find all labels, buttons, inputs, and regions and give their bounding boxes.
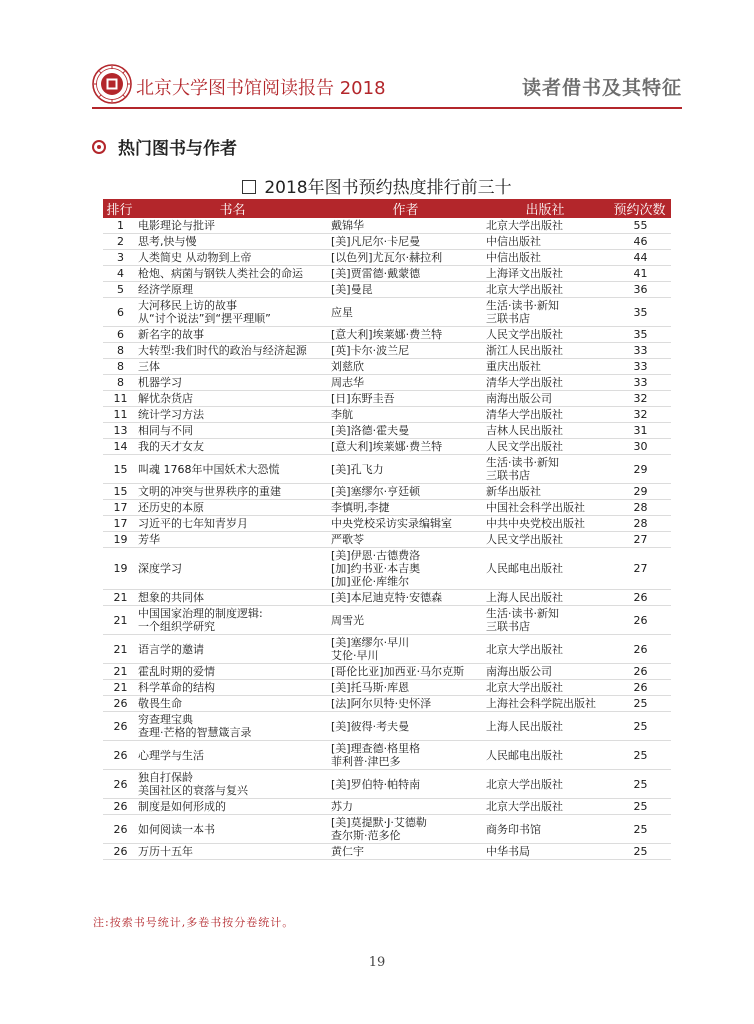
cell-publisher: 浙江人民出版社 (482, 343, 608, 359)
cell-publisher: 北京大学出版社 (482, 282, 608, 298)
cell-rank: 6 (103, 298, 136, 327)
cell-count: 27 (608, 532, 671, 548)
cell-publisher: 人民邮电出版社 (482, 548, 608, 590)
cell-publisher: 北京大学出版社 (482, 770, 608, 799)
cell-author: [美]孔飞力 (329, 455, 482, 484)
cell-author: [美]彼得·考夫曼 (329, 712, 482, 741)
cell-title: 穷查理宝典 查理·芒格的智慧箴言录 (136, 712, 329, 741)
cell-count: 25 (608, 741, 671, 770)
cell-publisher: 上海社会科学院出版社 (482, 696, 608, 712)
section-heading (92, 134, 237, 159)
cell-author: 黄仁宇 (329, 844, 482, 860)
cell-title: 我的天才女友 (136, 439, 329, 455)
cell-title: 中国国家治理的制度逻辑: 一个组织学研究 (136, 606, 329, 635)
table-row (103, 516, 671, 532)
table-row (103, 799, 671, 815)
cell-rank: 19 (103, 532, 136, 548)
cell-author: [美]贾雷德·戴蒙德 (329, 266, 482, 282)
cell-count: 25 (608, 815, 671, 844)
cell-count: 41 (608, 266, 671, 282)
cell-publisher: 北京大学出版社 (482, 218, 608, 234)
cell-count: 36 (608, 282, 671, 298)
table-row (103, 606, 671, 635)
cell-count: 35 (608, 327, 671, 343)
cell-rank: 19 (103, 548, 136, 590)
table-row (103, 696, 671, 712)
cell-title: 相同与不同 (136, 423, 329, 439)
cell-rank: 21 (103, 680, 136, 696)
cell-author: 刘慈欣 (329, 359, 482, 375)
cell-title: 人类简史 从动物到上帝 (136, 250, 329, 266)
header-divider (92, 107, 682, 109)
cell-title: 深度学习 (136, 548, 329, 590)
cell-author: [美]理查德·格里格 菲利普·津巴多 (329, 741, 482, 770)
column-header-rank: 排行 (103, 199, 136, 218)
cell-publisher: 南海出版公司 (482, 391, 608, 407)
cell-count: 33 (608, 343, 671, 359)
table-row (103, 455, 671, 484)
cell-rank: 21 (103, 606, 136, 635)
column-header-count: 预约次数 (608, 199, 671, 218)
table-header-row (103, 199, 671, 218)
cell-count: 26 (608, 664, 671, 680)
cell-count: 28 (608, 500, 671, 516)
table-row (103, 343, 671, 359)
cell-title: 想象的共同体 (136, 590, 329, 606)
cell-publisher: 中共中央党校出版社 (482, 516, 608, 532)
table-row (103, 500, 671, 516)
cell-count: 55 (608, 218, 671, 234)
table-caption-text: 2018年图书预约热度排行前三十 (264, 178, 512, 198)
cell-publisher: 重庆出版社 (482, 359, 608, 375)
table-row (103, 635, 671, 664)
cell-author: 苏力 (329, 799, 482, 815)
university-seal-icon (92, 64, 132, 104)
table-row (103, 844, 671, 860)
cell-title: 大河移民上访的故事 从“讨个说法”到“摆平理顺” (136, 298, 329, 327)
cell-count: 25 (608, 844, 671, 860)
cell-author: [以色列]尤瓦尔·赫拉利 (329, 250, 482, 266)
cell-count: 29 (608, 484, 671, 500)
cell-title: 语言学的邀请 (136, 635, 329, 664)
cell-publisher: 中信出版社 (482, 234, 608, 250)
cell-publisher: 人民文学出版社 (482, 439, 608, 455)
cell-rank: 11 (103, 391, 136, 407)
cell-rank: 21 (103, 664, 136, 680)
cell-author: 严歌苓 (329, 532, 482, 548)
cell-publisher: 中华书局 (482, 844, 608, 860)
cell-title: 叫魂 1768年中国妖术大恐慌 (136, 455, 329, 484)
page-number: 19 (368, 955, 386, 970)
cell-author: 中央党校采访实录编辑室 (329, 516, 482, 532)
cell-count: 25 (608, 799, 671, 815)
cell-title: 敬畏生命 (136, 696, 329, 712)
cell-publisher: 新华出版社 (482, 484, 608, 500)
cell-publisher: 清华大学出版社 (482, 407, 608, 423)
cell-title: 大转型:我们时代的政治与经济起源 (136, 343, 329, 359)
table-row (103, 439, 671, 455)
cell-publisher: 上海译文出版社 (482, 266, 608, 282)
table-row (103, 407, 671, 423)
cell-rank: 26 (103, 770, 136, 799)
cell-rank: 15 (103, 484, 136, 500)
section-heading-text: 热门图书与作者 (118, 139, 237, 159)
cell-count: 32 (608, 391, 671, 407)
cell-count: 33 (608, 375, 671, 391)
cell-author: 周志华 (329, 375, 482, 391)
cell-rank: 14 (103, 439, 136, 455)
cell-title: 制度是如何形成的 (136, 799, 329, 815)
table-caption (0, 173, 754, 198)
chapter-title: 读者借书及其特征 (521, 77, 682, 99)
cell-title: 如何阅读一本书 (136, 815, 329, 844)
cell-rank: 21 (103, 635, 136, 664)
cell-author: [美]托马斯·库恩 (329, 680, 482, 696)
cell-publisher: 人民邮电出版社 (482, 741, 608, 770)
page-header (0, 0, 754, 112)
cell-author: [美]洛德·霍夫曼 (329, 423, 482, 439)
table-row (103, 298, 671, 327)
cell-publisher: 上海人民出版社 (482, 590, 608, 606)
cell-publisher: 吉林人民出版社 (482, 423, 608, 439)
table-row (103, 218, 671, 234)
cell-author: [美]伊恩·古德费洛 [加]约书亚·本吉奥 [加]亚伦·库维尔 (329, 548, 482, 590)
cell-count: 31 (608, 423, 671, 439)
table-row (103, 680, 671, 696)
cell-author: 应星 (329, 298, 482, 327)
cell-title: 还历史的本原 (136, 500, 329, 516)
table-row (103, 770, 671, 799)
cell-rank: 13 (103, 423, 136, 439)
cell-rank: 21 (103, 590, 136, 606)
cell-count: 46 (608, 234, 671, 250)
cell-publisher: 生活·读书·新知 三联书店 (482, 606, 608, 635)
cell-author: 李慎明,李捷 (329, 500, 482, 516)
table-row (103, 250, 671, 266)
column-header-publisher: 出版社 (482, 199, 608, 218)
cell-count: 26 (608, 680, 671, 696)
cell-title: 芳华 (136, 532, 329, 548)
cell-author: 戴锦华 (329, 218, 482, 234)
cell-rank: 3 (103, 250, 136, 266)
table-row (103, 590, 671, 606)
cell-rank: 8 (103, 343, 136, 359)
cell-publisher: 中国社会科学出版社 (482, 500, 608, 516)
cell-rank: 11 (103, 407, 136, 423)
cell-publisher: 人民文学出版社 (482, 327, 608, 343)
table-row (103, 484, 671, 500)
cell-title: 解忧杂货店 (136, 391, 329, 407)
table-row (103, 234, 671, 250)
cell-rank: 1 (103, 218, 136, 234)
cell-count: 26 (608, 606, 671, 635)
cell-publisher: 生活·读书·新知 三联书店 (482, 298, 608, 327)
table-row (103, 359, 671, 375)
cell-title: 心理学与生活 (136, 741, 329, 770)
cell-count: 35 (608, 298, 671, 327)
cell-count: 25 (608, 770, 671, 799)
cell-title: 霍乱时期的爱情 (136, 664, 329, 680)
cell-count: 32 (608, 407, 671, 423)
cell-author: [美]塞缪尔·亨廷顿 (329, 484, 482, 500)
cell-title: 习近平的七年知青岁月 (136, 516, 329, 532)
cell-count: 25 (608, 696, 671, 712)
cell-title: 统计学习方法 (136, 407, 329, 423)
cell-title: 枪炮、病菌与钢铁人类社会的命运 (136, 266, 329, 282)
cell-rank: 6 (103, 327, 136, 343)
table-row (103, 282, 671, 298)
cell-publisher: 生活·读书·新知 三联书店 (482, 455, 608, 484)
square-bullet-icon (242, 180, 256, 194)
cell-rank: 15 (103, 455, 136, 484)
cell-count: 33 (608, 359, 671, 375)
cell-count: 29 (608, 455, 671, 484)
table-body (103, 218, 671, 860)
table-row (103, 423, 671, 439)
cell-author: [美]莫提默·J·艾德勒 查尔斯·范多伦 (329, 815, 482, 844)
cell-publisher: 北京大学出版社 (482, 680, 608, 696)
cell-rank: 26 (103, 712, 136, 741)
column-header-title: 书名 (136, 199, 329, 218)
cell-title: 电影理论与批评 (136, 218, 329, 234)
cell-author: [美]本尼迪克特·安德森 (329, 590, 482, 606)
cell-title: 文明的冲突与世界秩序的重建 (136, 484, 329, 500)
table-row (103, 664, 671, 680)
cell-publisher: 中信出版社 (482, 250, 608, 266)
table-row (103, 532, 671, 548)
cell-rank: 17 (103, 516, 136, 532)
cell-rank: 26 (103, 815, 136, 844)
cell-rank: 26 (103, 799, 136, 815)
cell-author: [意大利]埃莱娜·费兰特 (329, 439, 482, 455)
cell-title: 新名字的故事 (136, 327, 329, 343)
cell-author: [美]曼昆 (329, 282, 482, 298)
table-row (103, 741, 671, 770)
ranking-table (103, 199, 671, 860)
cell-title: 万历十五年 (136, 844, 329, 860)
cell-author: [英]卡尔·波兰尼 (329, 343, 482, 359)
table-row (103, 712, 671, 741)
cell-publisher: 商务印书馆 (482, 815, 608, 844)
cell-author: [美]塞缪尔·早川 艾伦·早川 (329, 635, 482, 664)
footnote: 注:按索书号统计,多卷书按分卷统计。 (93, 916, 295, 929)
cell-publisher: 北京大学出版社 (482, 799, 608, 815)
table-row (103, 391, 671, 407)
cell-title: 科学革命的结构 (136, 680, 329, 696)
cell-publisher: 清华大学出版社 (482, 375, 608, 391)
cell-publisher: 上海人民出版社 (482, 712, 608, 741)
cell-title: 经济学原理 (136, 282, 329, 298)
cell-count: 26 (608, 590, 671, 606)
table-row (103, 815, 671, 844)
cell-rank: 8 (103, 359, 136, 375)
circle-bullet-icon (92, 140, 106, 154)
table-row (103, 327, 671, 343)
cell-count: 44 (608, 250, 671, 266)
cell-author: [哥伦比亚]加西亚·马尔克斯 (329, 664, 482, 680)
cell-author: 李航 (329, 407, 482, 423)
cell-rank: 5 (103, 282, 136, 298)
cell-title: 思考,快与慢 (136, 234, 329, 250)
table-row (103, 375, 671, 391)
cell-count: 25 (608, 712, 671, 741)
cell-author: 周雪光 (329, 606, 482, 635)
table-row (103, 266, 671, 282)
cell-publisher: 人民文学出版社 (482, 532, 608, 548)
cell-author: [美]罗伯特·帕特南 (329, 770, 482, 799)
cell-publisher: 南海出版公司 (482, 664, 608, 680)
report-title: 北京大学图书馆阅读报告 2018 (136, 78, 386, 99)
cell-rank: 17 (103, 500, 136, 516)
cell-rank: 4 (103, 266, 136, 282)
column-header-author: 作者 (329, 199, 482, 218)
cell-rank: 26 (103, 696, 136, 712)
cell-rank: 8 (103, 375, 136, 391)
cell-count: 27 (608, 548, 671, 590)
cell-count: 26 (608, 635, 671, 664)
cell-rank: 26 (103, 741, 136, 770)
cell-rank: 26 (103, 844, 136, 860)
cell-rank: 2 (103, 234, 136, 250)
table-row (103, 548, 671, 590)
cell-title: 三体 (136, 359, 329, 375)
cell-author: [意大利]埃莱娜·费兰特 (329, 327, 482, 343)
cell-count: 30 (608, 439, 671, 455)
cell-publisher: 北京大学出版社 (482, 635, 608, 664)
cell-count: 28 (608, 516, 671, 532)
cell-author: [日]东野圭吾 (329, 391, 482, 407)
cell-title: 独自打保龄 美国社区的衰落与复兴 (136, 770, 329, 799)
cell-author: [法]阿尔贝特·史怀泽 (329, 696, 482, 712)
cell-author: [美]凡尼尔·卡尼曼 (329, 234, 482, 250)
cell-title: 机器学习 (136, 375, 329, 391)
